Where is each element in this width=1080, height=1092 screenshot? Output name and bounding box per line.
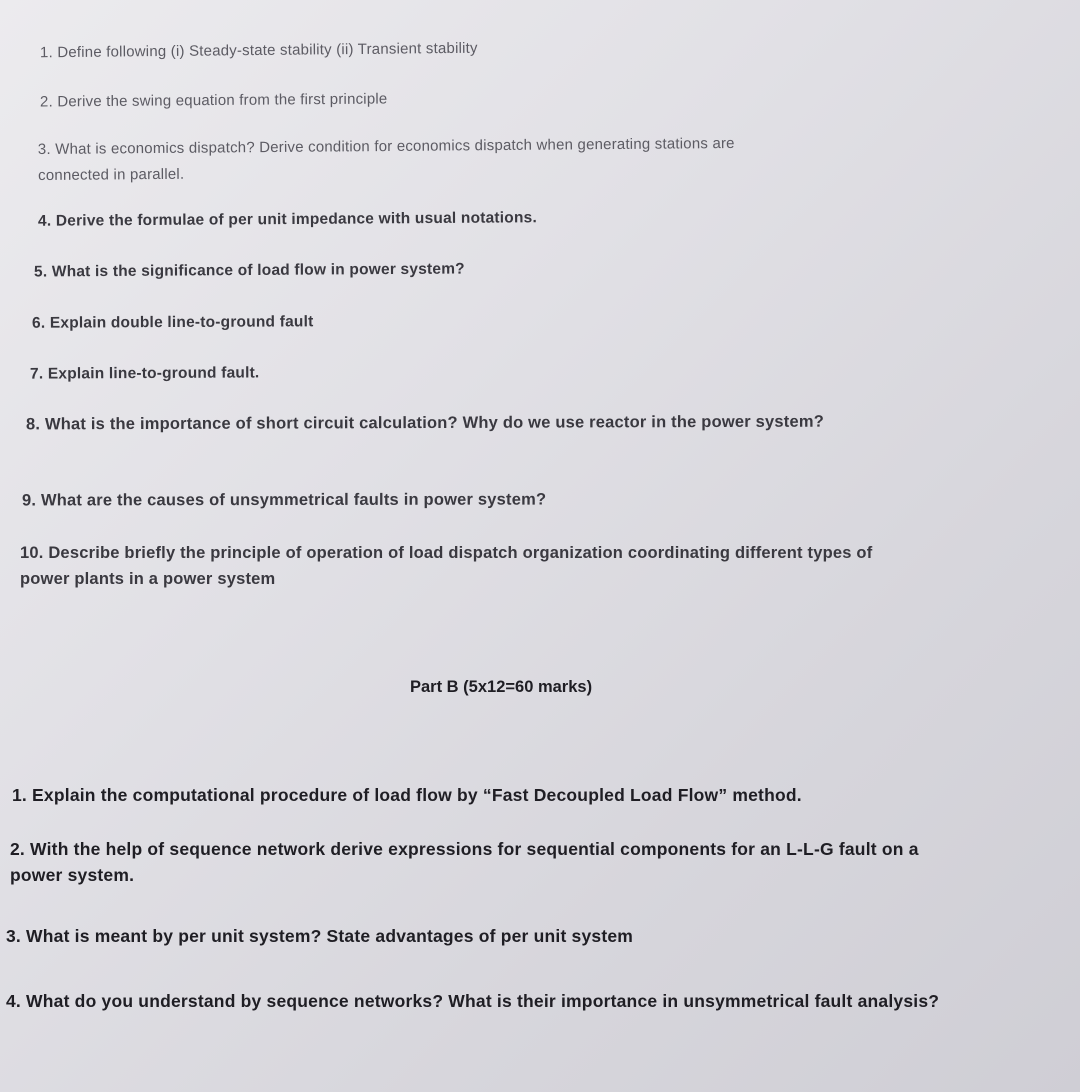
part-b-question-2-line-1: 2. With the help of sequence network derive expressions for sequential components for an L-L-G fault on a xyxy=(10,839,919,859)
part-a-question-10-line-2: power plants in a power system xyxy=(20,570,276,588)
part-b-question-3: 3. What is meant by per unit system? State advantages of per unit system xyxy=(6,926,634,946)
part-a-question-7: 7. Explain line-to-ground fault. xyxy=(29,364,260,383)
part-b-heading: Part B (5x12=60 marks) xyxy=(410,678,593,696)
part-b-question-2 xyxy=(10,836,919,888)
part-b-question-1: 1. Explain the computational procedure of load flow by “Fast Decoupled Load Flow” method. xyxy=(12,785,802,805)
part-a-question-6: 6. Explain double line-to-ground fault xyxy=(31,313,314,332)
part-a-question-8: 8. What is the importance of short circuit calculation? Why do we use reactor in the power system? xyxy=(25,412,825,434)
part-a-question-4: 4. Derive the formulae of per unit impedance with usual notations. xyxy=(37,209,538,230)
part-a-question-1: 1. Define following (i) Steady-state stability (ii) Transient stability xyxy=(39,39,478,62)
part-b-question-4: 4. What do you understand by sequence networks? What is their importance in unsymmetrical fault analysis? xyxy=(6,991,940,1011)
part-a-question-5: 5. What is the significance of load flow in power system? xyxy=(33,260,465,281)
part-a-question-9: 9. What are the causes of unsymmetrical faults in power system? xyxy=(21,490,547,510)
part-a-question-10 xyxy=(20,540,872,592)
part-a-question-3 xyxy=(38,131,735,189)
part-a-question-3-line-1: 3. What is economics dispatch? Derive condition for economics dispatch when generating stations are xyxy=(37,134,735,159)
part-a-question-3-line-2: connected in parallel. xyxy=(38,165,185,185)
part-a-question-10-line-1: 10. Describe briefly the principle of operation of load dispatch organization coordinating different types of xyxy=(20,544,873,562)
part-b-question-2-line-2: power system. xyxy=(10,865,135,885)
part-a-question-2: 2. Derive the swing equation from the first principle xyxy=(39,90,388,111)
